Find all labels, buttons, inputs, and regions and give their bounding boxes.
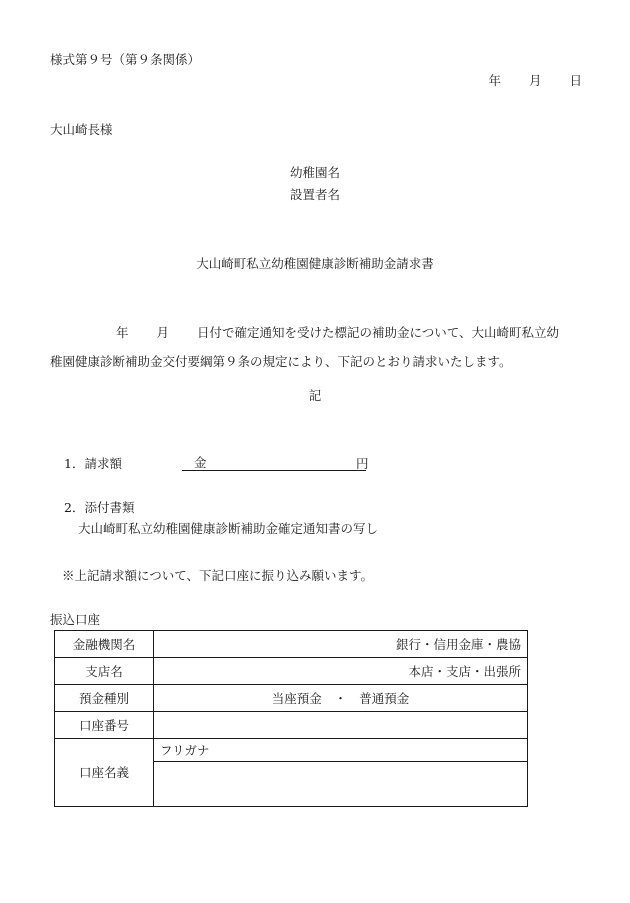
item-1-label: 1．請求額 (64, 456, 122, 471)
account-table (54, 630, 528, 807)
bank-value[interactable]: 銀行・信用金庫・農協 (154, 631, 528, 658)
date-day-label: 日 (569, 73, 582, 88)
table-row (55, 685, 528, 712)
account-number-field[interactable] (154, 712, 528, 739)
item-2-detail: 大山崎町私立幼稚園健康診断補助金確定通知書の写し (78, 521, 379, 536)
amount-field[interactable] (182, 455, 366, 471)
addressee: 大山崎長様 (50, 122, 113, 137)
date-year-label: 年 (488, 73, 501, 88)
date-month-label: 月 (528, 73, 542, 88)
account-number-label: 口座番号 (55, 712, 154, 739)
table-row (55, 739, 528, 762)
branch-label: 支店名 (55, 658, 154, 685)
ki-label: 記 (308, 388, 322, 403)
amount-yen: 円 (356, 456, 369, 471)
body-month: 月 (156, 325, 170, 340)
body-year: 年 (116, 325, 129, 340)
date-line (488, 73, 582, 88)
amount-kin: 金 (194, 455, 207, 470)
furigana-field[interactable] (154, 739, 528, 762)
branch-value[interactable]: 本店・支店・出張所 (154, 658, 528, 685)
account-caption: 振込口座 (50, 612, 101, 627)
item-2-label: 2．添付書類 (64, 500, 135, 515)
deposit-type-label: 預金種別 (55, 685, 154, 712)
account-holder-label: 口座名義 (55, 739, 154, 807)
kindergarten-name-label: 幼稚園名 (289, 165, 340, 180)
bank-label: 金融機関名 (55, 631, 154, 658)
table-row (55, 658, 528, 685)
body-line1: 日付で確定通知を受けた標記の補助金について、大山崎町私立幼 (197, 325, 560, 340)
deposit-type-value[interactable]: 当座預金 ・ 普通預金 (154, 685, 528, 712)
body-line2: 稚園健康診断補助金交付要綱第９条の規定により、下記のとおり請求いたします。 (50, 354, 512, 369)
account-holder-field[interactable] (154, 762, 528, 807)
founder-name-label: 設置者名 (289, 187, 340, 202)
body-text (50, 318, 590, 376)
form-number: 様式第９号（第９条関係） (50, 52, 201, 67)
table-row (55, 631, 528, 658)
table-row (55, 712, 528, 739)
item-request-amount (64, 455, 369, 471)
furigana-label: フリガナ (160, 742, 210, 758)
transfer-note: ※上記請求額について、下記口座に振り込み願います。 (62, 568, 374, 583)
document-title: 大山崎町私立幼稚園健康診断補助金請求書 (196, 256, 434, 271)
